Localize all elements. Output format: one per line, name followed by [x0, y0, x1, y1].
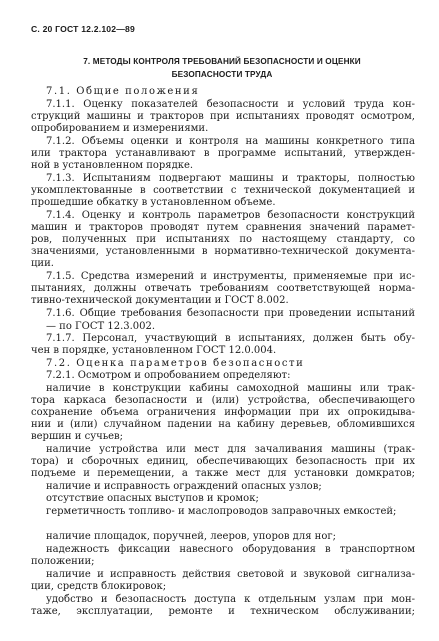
text-line: прошедшие обкатку в установленном объеме.: [31, 197, 276, 208]
text-line: ров, полученных при испытаниях по настоящему стандарту, со: [31, 234, 415, 245]
text-line: ции.: [31, 258, 54, 269]
text-line: подъеме и перемещении, а также мест для установки домкратов;: [31, 468, 415, 479]
text-line: ции, средств блокировок;: [31, 581, 167, 592]
text-line: укомплектованные в соответствии с технической документацией и: [31, 185, 415, 196]
text-paragraph: 7.1.6. Общие требования безопасности при проведении испытаний — по ГОСТ 12.3.002.: [46, 308, 415, 332]
text-paragraph: герметичность топливо- и маслопроводов заправочных емкостей;: [46, 506, 397, 517]
text-line: струкций машины и тракторов при испытаниях проводят осмотром,: [31, 111, 415, 122]
text-line: наличие в конструкции кабины самоходной машины или трак-: [46, 383, 415, 394]
text-line: 7.2.1. Осмотром и опробованием определяют:: [46, 370, 291, 381]
text-line: наличие и исправность ограждений опасных узлов;: [46, 481, 322, 492]
text-line: надежность фиксации навесного оборудования в транспортном: [46, 544, 415, 555]
text-line: 7.1.1. Оценку показателей безопасности и условий труда кон-: [46, 99, 415, 110]
text-line: сохранение объема ограничения информации при их опрокидыва-: [31, 407, 415, 418]
text-line: тора каркаса безопасности и (или) устройства, обеспечивающего: [31, 395, 415, 406]
text-line: наличие площадок, поручней, лееров, упоров для ног;: [46, 531, 336, 542]
text-line: тивно-технической документации и ГОСТ 8.002.: [31, 295, 289, 306]
page-header: С. 20 ГОСТ 12.2.102—89: [31, 24, 136, 34]
text-line: удобство и безопасность доступа к отдельным узлам при мон-: [46, 594, 415, 605]
text-line: или трактора устанавливают в программе испытаний, утвержден-: [31, 148, 415, 159]
text-line: нии и (или) случайном падении на кабину деревьев, обломившихся: [31, 419, 415, 430]
text-line: отсутствие опасных выступов и кромок;: [46, 493, 259, 504]
text-line: 7.1.3. Испытаниям подвергают машины и тракторы, полностью: [46, 173, 415, 184]
text-line: 7.1.4. Оценку и контроль параметров безопасности конструкций: [46, 210, 415, 221]
section-title-line-2: БЕЗОПАСНОСТИ ТРУДА: [171, 70, 273, 79]
text-line: машин и тракторов проводят путем сравнения значений парамет-: [31, 222, 415, 233]
text-line: 7.1.5. Средства измерений и инструменты, применяемые при ис-: [46, 271, 415, 282]
text-line: наличие и исправность действия световой и звуковой сигнализа-: [46, 569, 415, 580]
subsection-heading: 7.2. Оценка параметров безопасности: [46, 358, 305, 369]
text-line: тора) и сборочных единиц, обеспечивающих безопасность при их: [31, 456, 415, 467]
subsection-heading: 7.1. Общие положения: [46, 86, 200, 97]
text-line: пытаниях, должны отвечать требованиям соответствующей норма-: [31, 283, 415, 294]
text-line: наличие устройства или мест для зачаливания машины (трак-: [46, 444, 415, 455]
text-line: 7.1.7. Персонал, участвующий в испытаниях, должен быть обу-: [46, 333, 415, 344]
text-line: положении;: [31, 556, 95, 567]
text-line: ной в установленном порядке.: [31, 160, 194, 171]
text-line: значениями, установленными в нормативно-технической документа-: [31, 246, 415, 257]
section-title-line-1: 7. МЕТОДЫ КОНТРОЛЯ ТРЕБОВАНИЙ БЕЗОПАСНОСТИ И ОЦЕНКИ: [83, 57, 361, 66]
text-line: 7.1.2. Объемы оценки и контроля на машины конкретного типа: [46, 136, 415, 147]
text-line: вершин и сучьев;: [31, 431, 124, 442]
text-line: опробированием и измерениями.: [31, 123, 209, 134]
text-line: чен в порядке, установленном ГОСТ 12.0.004.: [31, 345, 277, 356]
text-line: таже, эксплуатации, ремонте и техническом обслуживании;: [31, 606, 415, 617]
